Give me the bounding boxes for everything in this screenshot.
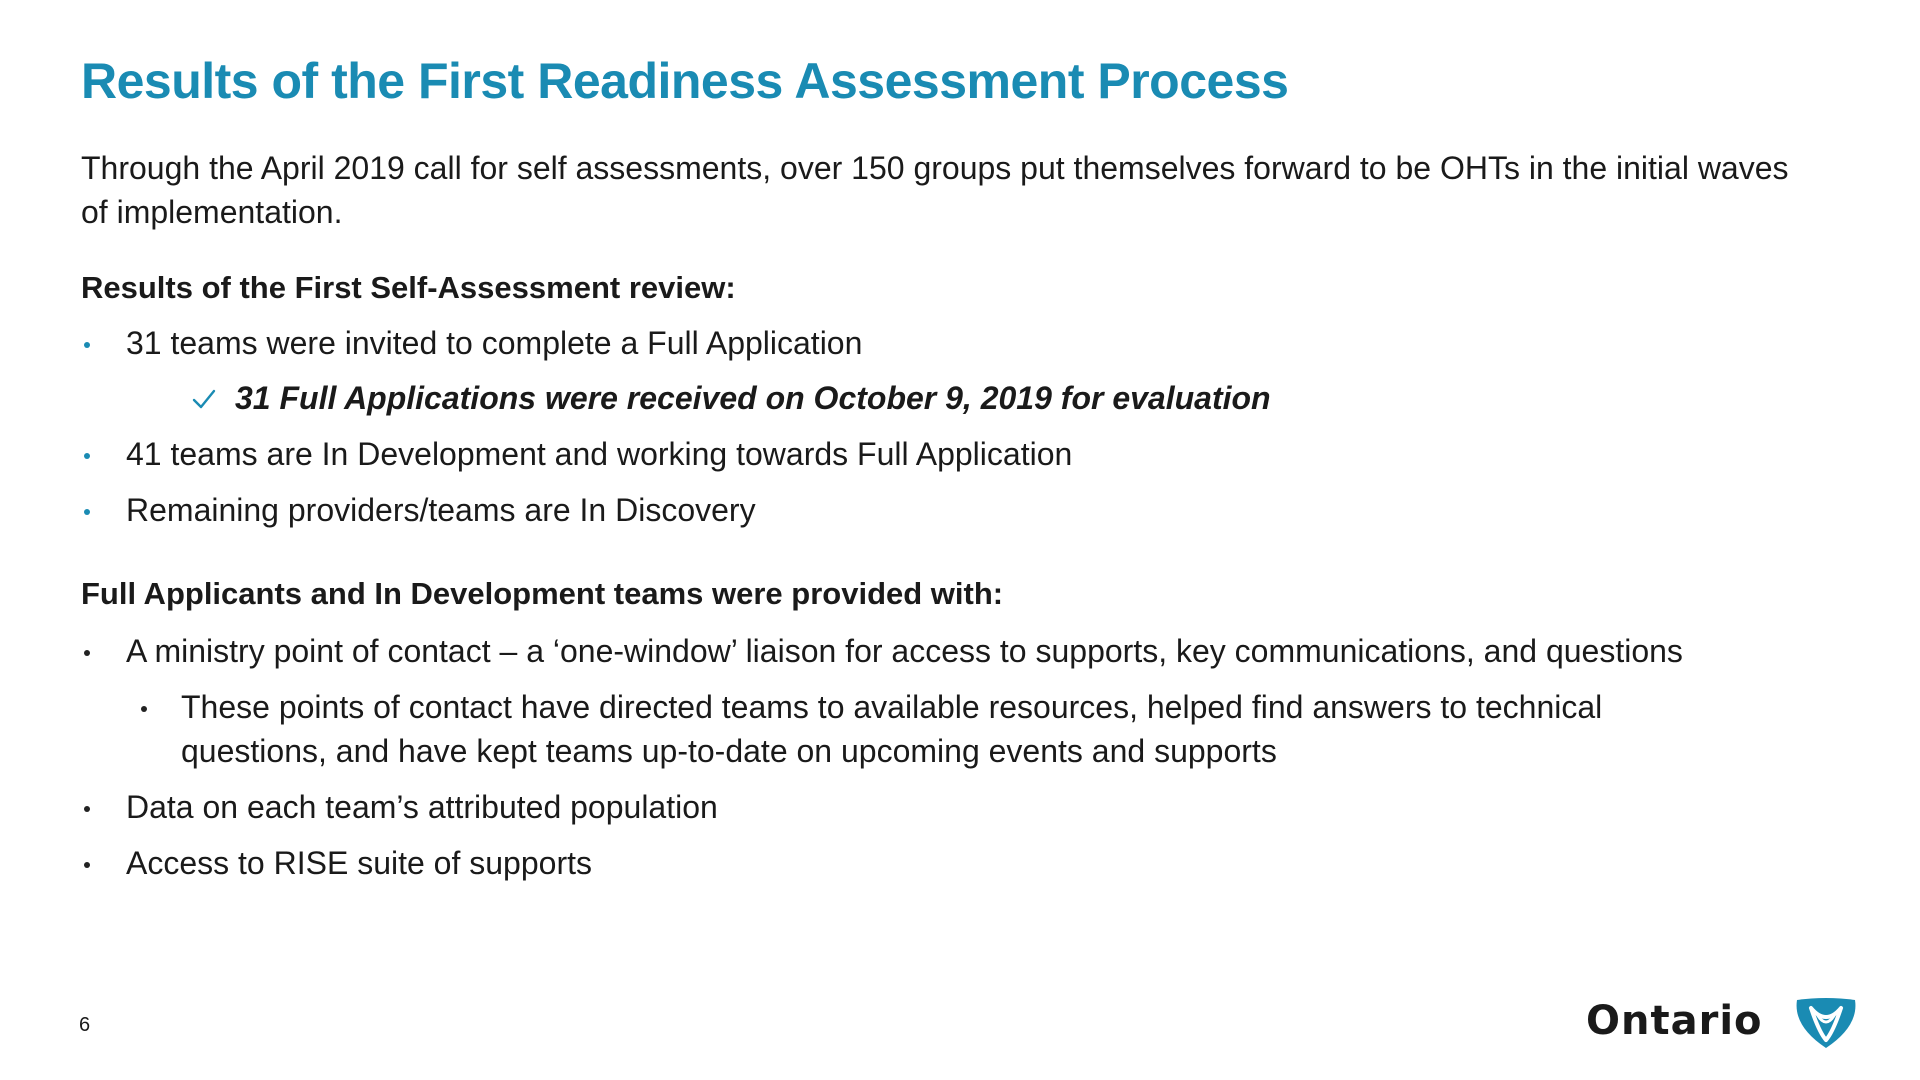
- bullet-dot-icon: [84, 862, 90, 868]
- bullet-dot-icon: [141, 706, 147, 712]
- page-number: 6: [79, 1014, 91, 1036]
- intro-paragraph: Through the April 2019 call for self assessments, over 150 groups put themselves forward to be OHTs in the initial waves of implementation.: [81, 150, 1789, 230]
- section2-heading: Full Applicants and In Development teams were provided with:: [81, 576, 1004, 611]
- section2-bullet-3: Access to RISE suite of supports: [126, 845, 592, 881]
- checkmark-icon: [192, 388, 216, 410]
- slide-title: Results of the First Readiness Assessment Process: [81, 53, 1289, 109]
- ontario-logo: [1586, 996, 1876, 1052]
- section1-check-item: 31 Full Applications were received on October 9, 2019 for evaluation: [235, 380, 1271, 416]
- section1-bullet-1: 31 teams were invited to complete a Full Application: [126, 325, 863, 361]
- section1-bullet-2: 41 teams are In Development and working towards Full Application: [126, 436, 1073, 472]
- section2-bullet-2: Data on each team’s attributed population: [126, 789, 718, 825]
- bullet-dot-icon: [84, 806, 90, 812]
- trillium-icon: [1791, 996, 1861, 1050]
- bullet-dot-icon: [84, 650, 90, 656]
- bullet-dot-icon: [84, 509, 90, 515]
- bullet-dot-icon: [84, 342, 90, 348]
- section2-sub-bullet: These points of contact have directed teams to available resources, helped find answers to technical questions, and have kept teams up-to-date on upcoming events and supports: [181, 689, 1603, 769]
- logo-wordmark: Ontario: [1586, 998, 1763, 1044]
- bullet-dot-icon: [84, 453, 90, 459]
- section1-bullet-3: Remaining providers/teams are In Discovery: [126, 492, 756, 528]
- section1-heading: Results of the First Self-Assessment review:: [81, 270, 736, 305]
- section2-bullet-1: A ministry point of contact – a ‘one-window’ liaison for access to supports, key communications, and questions: [126, 633, 1683, 669]
